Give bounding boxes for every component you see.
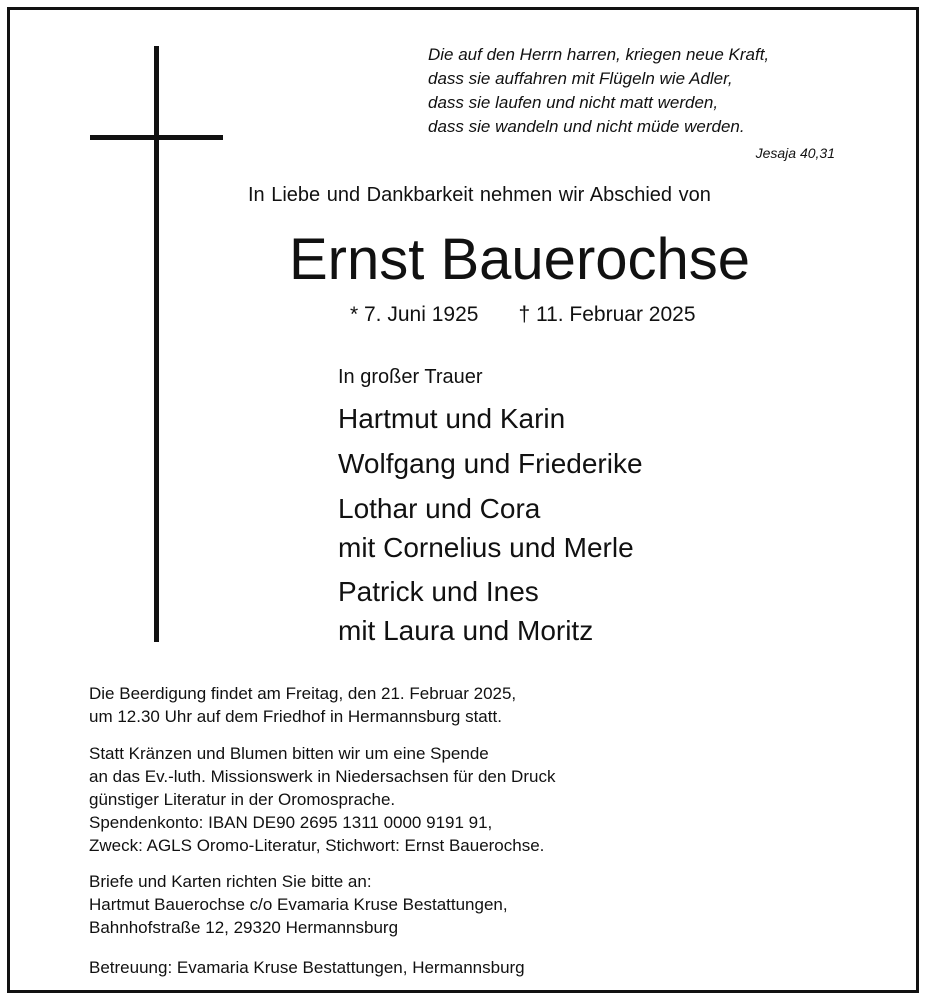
deceased-name: Ernst Bauerochse <box>289 227 751 292</box>
contact-info <box>89 870 508 939</box>
intro-text: In Liebe und Dankbarkeit nehmen wir Abschied von <box>248 184 711 206</box>
donation-line: Spendenkonto: IBAN DE90 2695 1311 0000 9191 91, <box>89 813 493 832</box>
funeral-line: um 12.30 Uhr auf dem Friedhof in Hermannsburg statt. <box>89 707 502 726</box>
family-line: mit Laura und Moritz <box>338 615 594 646</box>
care-info: Betreuung: Evamaria Kruse Bestattungen, Hermannsburg <box>89 958 525 977</box>
contact-line: Hartmut Bauerochse c/o Evamaria Kruse Bestattungen, <box>89 895 508 914</box>
contact-line: Bahnhofstraße 12, 29320 Hermannsburg <box>89 918 399 937</box>
donation-line: günstiger Literatur in der Oromosprache. <box>89 790 396 809</box>
life-dates <box>350 303 696 327</box>
mourning-label: In großer Trauer <box>338 366 483 388</box>
donation-line: Zweck: AGLS Oromo-Literatur, Stichwort: Ernst Bauerochse. <box>89 836 545 855</box>
contact-line: Briefe und Karten richten Sie bitte an: <box>89 872 372 891</box>
donation-line: an das Ev.-luth. Missionswerk in Niedersachsen für den Druck <box>89 767 556 786</box>
family-line: Wolfgang und Friederike <box>338 448 643 479</box>
family-line: mit Cornelius und Merle <box>338 532 634 563</box>
birth-date: * 7. Juni 1925 <box>350 303 479 326</box>
bible-verse <box>428 43 848 139</box>
verse-line: dass sie auffahren mit Flügeln wie Adler, <box>428 69 733 88</box>
donation-info <box>89 742 555 857</box>
family-line: Hartmut und Karin <box>338 403 566 434</box>
verse-line: dass sie laufen und nicht matt werden, <box>428 93 719 112</box>
cross-icon-bar <box>90 135 223 140</box>
verse-line: Die auf den Herrn harren, kriegen neue Kraft, <box>428 45 770 64</box>
funeral-line: Die Beerdigung findet am Freitag, den 21. Februar 2025, <box>89 684 517 703</box>
verse-reference: Jesaja 40,31 <box>755 145 835 161</box>
verse-line: dass sie wandeln und nicht müde werden. <box>428 117 745 136</box>
family-line: Patrick und Ines <box>338 576 539 607</box>
donation-line: Statt Kränzen und Blumen bitten wir um eine Spende <box>89 744 489 763</box>
family-line: Lothar und Cora <box>338 493 541 524</box>
funeral-info <box>89 682 516 728</box>
death-date: † 11. Februar 2025 <box>518 303 696 326</box>
